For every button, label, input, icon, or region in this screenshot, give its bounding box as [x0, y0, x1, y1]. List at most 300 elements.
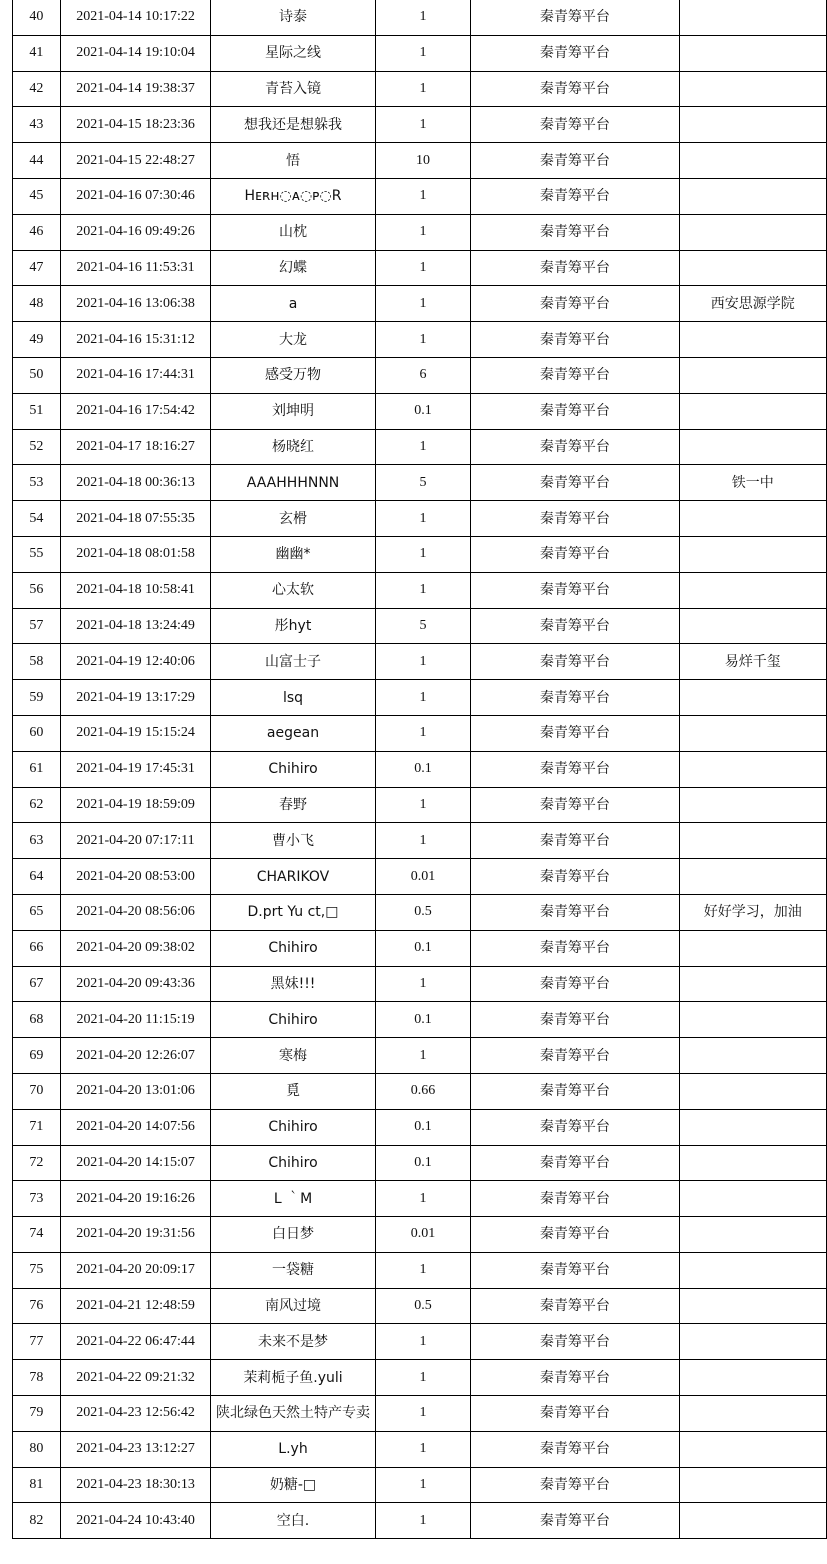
cell-amount: 1	[375, 1038, 470, 1074]
cell-index: 50	[13, 357, 61, 393]
cell-platform: 秦青筹平台	[471, 859, 679, 895]
cell-time: 2021-04-19 18:59:09	[60, 787, 210, 823]
cell-donor-name: aegean	[211, 715, 375, 751]
cell-platform: 秦青筹平台	[471, 1431, 679, 1467]
cell-time: 2021-04-22 06:47:44	[60, 1324, 210, 1360]
cell-index: 77	[13, 1324, 61, 1360]
cell-donor-name: 茉莉栀子鱼.yuli	[211, 1360, 375, 1396]
table-row	[13, 715, 827, 751]
cell-time: 2021-04-23 13:12:27	[60, 1431, 210, 1467]
cell-platform: 秦青筹平台	[471, 1073, 679, 1109]
cell-platform: 秦青筹平台	[471, 1038, 679, 1074]
cell-index: 52	[13, 429, 61, 465]
cell-platform: 秦青筹平台	[471, 1217, 679, 1253]
cell-index: 46	[13, 214, 61, 250]
table-row	[13, 393, 827, 429]
cell-donor-name: 寒梅	[211, 1038, 375, 1074]
cell-donor-name: 大龙	[211, 322, 375, 358]
cell-donor-name: 心太软	[211, 572, 375, 608]
cell-time: 2021-04-20 09:43:36	[60, 966, 210, 1002]
cell-time: 2021-04-18 10:58:41	[60, 572, 210, 608]
cell-note	[679, 322, 826, 358]
cell-note	[679, 859, 826, 895]
cell-time: 2021-04-15 22:48:27	[60, 143, 210, 179]
cell-platform: 秦青筹平台	[471, 71, 679, 107]
cell-note	[679, 1467, 826, 1503]
cell-donor-name: 空白.	[211, 1503, 375, 1539]
cell-time: 2021-04-20 19:16:26	[60, 1181, 210, 1217]
cell-amount: 1	[375, 35, 470, 71]
cell-index: 59	[13, 680, 61, 716]
cell-amount: 1	[375, 966, 470, 1002]
cell-time: 2021-04-24 10:43:40	[60, 1503, 210, 1539]
cell-index: 56	[13, 572, 61, 608]
cell-time: 2021-04-16 09:49:26	[60, 214, 210, 250]
table-row	[13, 680, 827, 716]
table-row	[13, 1396, 827, 1432]
cell-amount: 1	[375, 1467, 470, 1503]
cell-amount: 1	[375, 107, 470, 143]
cell-amount: 1	[375, 715, 470, 751]
cell-note: 好好学习，加油	[679, 894, 826, 930]
cell-index: 40	[13, 0, 61, 35]
cell-donor-name: 春野	[211, 787, 375, 823]
table-row	[13, 572, 827, 608]
cell-amount: 0.1	[375, 1002, 470, 1038]
cell-note	[679, 823, 826, 859]
cell-platform: 秦青筹平台	[471, 322, 679, 358]
cell-donor-name: 陕北绿色天然土特产专卖	[211, 1396, 375, 1432]
cell-donor-name: 杨晓红	[211, 429, 375, 465]
cell-time: 2021-04-16 17:44:31	[60, 357, 210, 393]
cell-platform: 秦青筹平台	[471, 393, 679, 429]
cell-note	[679, 966, 826, 1002]
cell-donor-name: CHARIKOV	[211, 859, 375, 895]
cell-note	[679, 1181, 826, 1217]
cell-index: 73	[13, 1181, 61, 1217]
cell-amount: 0.01	[375, 859, 470, 895]
table-row	[13, 894, 827, 930]
cell-note	[679, 751, 826, 787]
cell-donor-name: 奶糖-□	[211, 1467, 375, 1503]
cell-amount: 1	[375, 572, 470, 608]
cell-donor-name: 未来不是梦	[211, 1324, 375, 1360]
cell-platform: 秦青筹平台	[471, 214, 679, 250]
cell-platform: 秦青筹平台	[471, 751, 679, 787]
cell-donor-name: 彤hyt	[211, 608, 375, 644]
donation-table	[12, 0, 827, 1539]
cell-platform: 秦青筹平台	[471, 465, 679, 501]
cell-platform: 秦青筹平台	[471, 286, 679, 322]
cell-platform: 秦青筹平台	[471, 1145, 679, 1181]
cell-note	[679, 1324, 826, 1360]
cell-platform: 秦青筹平台	[471, 644, 679, 680]
cell-donor-name: 山枕	[211, 214, 375, 250]
cell-amount: 5	[375, 465, 470, 501]
table-row	[13, 608, 827, 644]
cell-platform: 秦青筹平台	[471, 823, 679, 859]
cell-index: 48	[13, 286, 61, 322]
cell-index: 41	[13, 35, 61, 71]
cell-time: 2021-04-20 08:53:00	[60, 859, 210, 895]
cell-platform: 秦青筹平台	[471, 178, 679, 214]
cell-platform: 秦青筹平台	[471, 1288, 679, 1324]
cell-time: 2021-04-20 07:17:11	[60, 823, 210, 859]
cell-index: 47	[13, 250, 61, 286]
cell-time: 2021-04-18 00:36:13	[60, 465, 210, 501]
cell-time: 2021-04-20 11:15:19	[60, 1002, 210, 1038]
cell-index: 51	[13, 393, 61, 429]
cell-time: 2021-04-14 10:17:22	[60, 0, 210, 35]
table-row	[13, 644, 827, 680]
cell-note	[679, 107, 826, 143]
cell-note	[679, 1002, 826, 1038]
cell-donor-name: 南风过境	[211, 1288, 375, 1324]
cell-donor-name: 玄榾	[211, 501, 375, 537]
cell-donor-name: L.yh	[211, 1431, 375, 1467]
cell-time: 2021-04-18 08:01:58	[60, 536, 210, 572]
table-row	[13, 787, 827, 823]
cell-time: 2021-04-21 12:48:59	[60, 1288, 210, 1324]
table-row	[13, 286, 827, 322]
cell-note	[679, 1038, 826, 1074]
cell-platform: 秦青筹平台	[471, 536, 679, 572]
cell-note	[679, 35, 826, 71]
cell-platform: 秦青筹平台	[471, 143, 679, 179]
table-row	[13, 1288, 827, 1324]
cell-platform: 秦青筹平台	[471, 1002, 679, 1038]
cell-time: 2021-04-14 19:38:37	[60, 71, 210, 107]
cell-note: 易烊千玺	[679, 644, 826, 680]
cell-note	[679, 501, 826, 537]
cell-amount: 1	[375, 644, 470, 680]
cell-time: 2021-04-16 07:30:46	[60, 178, 210, 214]
cell-amount: 1	[375, 1324, 470, 1360]
table-row	[13, 71, 827, 107]
cell-platform: 秦青筹平台	[471, 1252, 679, 1288]
cell-time: 2021-04-23 12:56:42	[60, 1396, 210, 1432]
cell-amount: 1	[375, 322, 470, 358]
table-row	[13, 0, 827, 35]
table-row	[13, 966, 827, 1002]
cell-platform: 秦青筹平台	[471, 715, 679, 751]
cell-index: 80	[13, 1431, 61, 1467]
table-row	[13, 1360, 827, 1396]
cell-platform: 秦青筹平台	[471, 429, 679, 465]
cell-note	[679, 1431, 826, 1467]
cell-index: 42	[13, 71, 61, 107]
cell-donor-name: Chihiro	[211, 930, 375, 966]
cell-note	[679, 250, 826, 286]
cell-donor-name: 刘坤明	[211, 393, 375, 429]
cell-amount: 0.1	[375, 1145, 470, 1181]
cell-index: 49	[13, 322, 61, 358]
cell-time: 2021-04-16 13:06:38	[60, 286, 210, 322]
cell-index: 79	[13, 1396, 61, 1432]
cell-donor-name: 幽幽*	[211, 536, 375, 572]
cell-amount: 10	[375, 143, 470, 179]
table-row	[13, 143, 827, 179]
cell-time: 2021-04-16 15:31:12	[60, 322, 210, 358]
cell-amount: 0.01	[375, 1217, 470, 1253]
cell-note	[679, 1288, 826, 1324]
cell-donor-name: D.prt Yu ct,□	[211, 894, 375, 930]
cell-platform: 秦青筹平台	[471, 1503, 679, 1539]
cell-note	[679, 930, 826, 966]
cell-index: 54	[13, 501, 61, 537]
cell-index: 66	[13, 930, 61, 966]
table-row	[13, 823, 827, 859]
cell-time: 2021-04-19 17:45:31	[60, 751, 210, 787]
cell-note	[679, 1252, 826, 1288]
cell-note	[679, 143, 826, 179]
table-row	[13, 1503, 827, 1539]
cell-amount: 0.5	[375, 1288, 470, 1324]
cell-note	[679, 214, 826, 250]
cell-note	[679, 1073, 826, 1109]
cell-platform: 秦青筹平台	[471, 608, 679, 644]
table-row	[13, 501, 827, 537]
table-row	[13, 930, 827, 966]
cell-amount: 1	[375, 1252, 470, 1288]
cell-note	[679, 536, 826, 572]
table-row	[13, 751, 827, 787]
table-row	[13, 1467, 827, 1503]
cell-donor-name: 青苔入镜	[211, 71, 375, 107]
cell-time: 2021-04-18 13:24:49	[60, 608, 210, 644]
cell-amount: 1	[375, 501, 470, 537]
cell-index: 81	[13, 1467, 61, 1503]
cell-index: 78	[13, 1360, 61, 1396]
cell-amount: 0.1	[375, 1109, 470, 1145]
cell-donor-name: 诗泰	[211, 0, 375, 35]
cell-note	[679, 572, 826, 608]
table-row	[13, 465, 827, 501]
cell-index: 53	[13, 465, 61, 501]
cell-platform: 秦青筹平台	[471, 107, 679, 143]
cell-index: 63	[13, 823, 61, 859]
table-row	[13, 1002, 827, 1038]
cell-time: 2021-04-22 09:21:32	[60, 1360, 210, 1396]
table-row	[13, 1252, 827, 1288]
cell-donor-name: 白日梦	[211, 1217, 375, 1253]
cell-donor-name: Chihiro	[211, 1002, 375, 1038]
cell-note	[679, 680, 826, 716]
cell-time: 2021-04-19 13:17:29	[60, 680, 210, 716]
cell-amount: 1	[375, 178, 470, 214]
donation-table-body	[13, 0, 827, 1539]
cell-amount: 1	[375, 1431, 470, 1467]
cell-index: 57	[13, 608, 61, 644]
cell-time: 2021-04-20 14:15:07	[60, 1145, 210, 1181]
cell-amount: 0.66	[375, 1073, 470, 1109]
cell-time: 2021-04-20 12:26:07	[60, 1038, 210, 1074]
cell-platform: 秦青筹平台	[471, 1467, 679, 1503]
cell-platform: 秦青筹平台	[471, 966, 679, 1002]
cell-time: 2021-04-20 13:01:06	[60, 1073, 210, 1109]
cell-platform: 秦青筹平台	[471, 1324, 679, 1360]
cell-note	[679, 608, 826, 644]
cell-donor-name: 黑妹!!!	[211, 966, 375, 1002]
cell-time: 2021-04-20 14:07:56	[60, 1109, 210, 1145]
table-row	[13, 859, 827, 895]
cell-index: 45	[13, 178, 61, 214]
cell-platform: 秦青筹平台	[471, 357, 679, 393]
cell-amount: 1	[375, 1181, 470, 1217]
cell-donor-name: 山富士子	[211, 644, 375, 680]
cell-amount: 5	[375, 608, 470, 644]
cell-platform: 秦青筹平台	[471, 0, 679, 35]
cell-donor-name: Hᴇʀʜ◌ᴀ◌ᴘ◌R	[211, 178, 375, 214]
table-row	[13, 1181, 827, 1217]
cell-note: 西安思源学院	[679, 286, 826, 322]
cell-donor-name: a	[211, 286, 375, 322]
cell-time: 2021-04-15 18:23:36	[60, 107, 210, 143]
cell-donor-name: Chihiro	[211, 1109, 375, 1145]
cell-amount: 1	[375, 429, 470, 465]
cell-index: 60	[13, 715, 61, 751]
cell-index: 76	[13, 1288, 61, 1324]
cell-platform: 秦青筹平台	[471, 250, 679, 286]
cell-platform: 秦青筹平台	[471, 1396, 679, 1432]
cell-index: 55	[13, 536, 61, 572]
cell-note	[679, 0, 826, 35]
cell-amount: 1	[375, 250, 470, 286]
cell-amount: 0.1	[375, 751, 470, 787]
cell-index: 67	[13, 966, 61, 1002]
cell-amount: 6	[375, 357, 470, 393]
cell-amount: 0.1	[375, 930, 470, 966]
cell-donor-name: 一袋糖	[211, 1252, 375, 1288]
cell-donor-name: Chihiro	[211, 1145, 375, 1181]
cell-time: 2021-04-20 08:56:06	[60, 894, 210, 930]
cell-amount: 1	[375, 1396, 470, 1432]
cell-amount: 1	[375, 823, 470, 859]
table-row	[13, 1431, 827, 1467]
cell-index: 68	[13, 1002, 61, 1038]
cell-note: 铁一中	[679, 465, 826, 501]
cell-time: 2021-04-16 17:54:42	[60, 393, 210, 429]
cell-note	[679, 393, 826, 429]
cell-amount: 0.1	[375, 393, 470, 429]
table-row	[13, 250, 827, 286]
cell-donor-name: 星际之线	[211, 35, 375, 71]
cell-note	[679, 1217, 826, 1253]
cell-platform: 秦青筹平台	[471, 1109, 679, 1145]
cell-index: 43	[13, 107, 61, 143]
cell-donor-name: AAAHHHNNN	[211, 465, 375, 501]
cell-platform: 秦青筹平台	[471, 572, 679, 608]
table-row	[13, 1217, 827, 1253]
cell-index: 72	[13, 1145, 61, 1181]
cell-donor-name: 想我还是想躲我	[211, 107, 375, 143]
cell-time: 2021-04-19 15:15:24	[60, 715, 210, 751]
cell-platform: 秦青筹平台	[471, 1360, 679, 1396]
cell-index: 74	[13, 1217, 61, 1253]
cell-donor-name: 幻蝶	[211, 250, 375, 286]
table-row	[13, 1038, 827, 1074]
cell-time: 2021-04-20 20:09:17	[60, 1252, 210, 1288]
cell-note	[679, 178, 826, 214]
table-row	[13, 357, 827, 393]
cell-index: 75	[13, 1252, 61, 1288]
cell-donor-name: 悟	[211, 143, 375, 179]
cell-index: 71	[13, 1109, 61, 1145]
cell-note	[679, 1396, 826, 1432]
cell-index: 70	[13, 1073, 61, 1109]
cell-platform: 秦青筹平台	[471, 930, 679, 966]
cell-time: 2021-04-19 12:40:06	[60, 644, 210, 680]
cell-index: 82	[13, 1503, 61, 1539]
cell-donor-name: 覓	[211, 1073, 375, 1109]
cell-amount: 1	[375, 286, 470, 322]
cell-time: 2021-04-20 19:31:56	[60, 1217, 210, 1253]
cell-platform: 秦青筹平台	[471, 1181, 679, 1217]
table-row	[13, 1109, 827, 1145]
table-row	[13, 1073, 827, 1109]
cell-amount: 1	[375, 680, 470, 716]
table-row	[13, 178, 827, 214]
cell-donor-name: 感受万物	[211, 357, 375, 393]
table-row	[13, 214, 827, 250]
cell-amount: 1	[375, 0, 470, 35]
table-row	[13, 1145, 827, 1181]
cell-platform: 秦青筹平台	[471, 894, 679, 930]
cell-donor-name: L ｀M	[211, 1181, 375, 1217]
cell-platform: 秦青筹平台	[471, 501, 679, 537]
cell-amount: 1	[375, 536, 470, 572]
cell-amount: 1	[375, 1503, 470, 1539]
cell-amount: 1	[375, 214, 470, 250]
cell-donor-name: lsq	[211, 680, 375, 716]
table-row	[13, 536, 827, 572]
table-row	[13, 429, 827, 465]
cell-index: 44	[13, 143, 61, 179]
cell-time: 2021-04-14 19:10:04	[60, 35, 210, 71]
cell-platform: 秦青筹平台	[471, 680, 679, 716]
cell-platform: 秦青筹平台	[471, 787, 679, 823]
table-row	[13, 1324, 827, 1360]
cell-amount: 1	[375, 787, 470, 823]
cell-note	[679, 357, 826, 393]
cell-amount: 1	[375, 1360, 470, 1396]
cell-time: 2021-04-23 18:30:13	[60, 1467, 210, 1503]
cell-donor-name: Chihiro	[211, 751, 375, 787]
cell-time: 2021-04-18 07:55:35	[60, 501, 210, 537]
table-row	[13, 322, 827, 358]
cell-index: 61	[13, 751, 61, 787]
cell-note	[679, 429, 826, 465]
cell-note	[679, 1360, 826, 1396]
cell-index: 65	[13, 894, 61, 930]
cell-note	[679, 787, 826, 823]
cell-index: 69	[13, 1038, 61, 1074]
cell-index: 62	[13, 787, 61, 823]
cell-time: 2021-04-20 09:38:02	[60, 930, 210, 966]
cell-index: 64	[13, 859, 61, 895]
cell-time: 2021-04-16 11:53:31	[60, 250, 210, 286]
cell-note	[679, 1145, 826, 1181]
cell-donor-name: 曹小飞	[211, 823, 375, 859]
cell-note	[679, 1503, 826, 1539]
cell-note	[679, 1109, 826, 1145]
cell-time: 2021-04-17 18:16:27	[60, 429, 210, 465]
cell-platform: 秦青筹平台	[471, 35, 679, 71]
cell-amount: 0.5	[375, 894, 470, 930]
table-row	[13, 35, 827, 71]
cell-index: 58	[13, 644, 61, 680]
cell-note	[679, 71, 826, 107]
